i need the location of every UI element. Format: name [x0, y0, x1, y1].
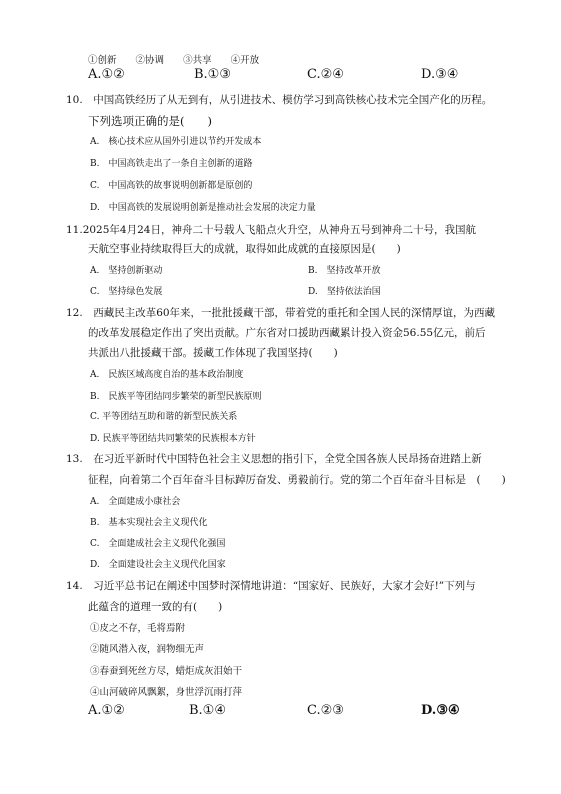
- q11-option-b: B. 坚持改革开放: [308, 266, 381, 276]
- q13-option-a: A. 全面建成小康社会: [90, 497, 181, 507]
- item: ①创新: [88, 55, 117, 66]
- q10-option-d: D. 中国高铁的发展说明创新是推动社会发展的决定力量: [90, 203, 316, 213]
- q11-option-c: C. 坚持绿色发展: [90, 287, 163, 297]
- q14-choice-a: A.①②: [88, 703, 125, 718]
- q12-option-a: A. 民族区域高度自治的基本政治制度: [90, 370, 244, 380]
- q14-choice-d: D.③④: [421, 703, 460, 718]
- q14-item-1: ①皮之不存，毛将焉附: [90, 623, 186, 634]
- q13-option-c: C. 全面建成社会主义现代化强国: [90, 539, 226, 549]
- q14-item-3: ③春蚕到死丝方尽，蜡炬成灰泪始干: [90, 666, 243, 677]
- prev-question-items: [88, 52, 275, 66]
- q10-option-c: C. 中国高铁的故事说明创新都是原创的: [90, 181, 253, 191]
- q14-choice-b: B.①④: [189, 703, 226, 718]
- q12-option-d: D. 民族平等团结共同繁荣的民族根本方针: [90, 434, 256, 444]
- q14-choice-c: C.②③: [307, 703, 344, 718]
- choice-a: A.①②: [88, 67, 125, 82]
- q12-option-c: C. 平等团结互助和谐的新型民族关系: [90, 412, 238, 422]
- q13-stem-line1: 13. 在习近平新时代中国特色社会主义思想的指引下，全党全国各族人民昂扬奋进踏上新: [66, 453, 482, 465]
- q11-stem-line2: 天航空事业持续取得巨大的成就，取得如此成就的直接原因是( ): [88, 243, 401, 255]
- q11-option-d: D. 坚持依法治国: [308, 287, 381, 297]
- q11-option-a: A. 坚持创新驱动: [90, 266, 163, 276]
- q13-option-d: D. 全面建设社会主义现代化国家: [90, 560, 226, 570]
- q14-stem-line1: 14. 习近平总书记在阐述中国梦时深情地讲道：“国家好、民族好，大家才会好!”下列与: [66, 580, 476, 592]
- q13-option-b: B. 基本实现社会主义现代化: [90, 518, 208, 528]
- item: ④开放: [230, 55, 260, 66]
- item: ②协调: [135, 55, 165, 66]
- q10-option-b: B. 中国高铁走出了一条自主创新的道路: [90, 159, 253, 169]
- q13-stem-line2: 征程，向着第二个百年奋斗目标踔厉奋发、勇毅前行。党的第二个百年奋斗目标是 ( ): [88, 474, 506, 486]
- q14-stem-line2: 此蕴含的道理一致的有( ): [88, 601, 223, 613]
- choice-b: B.①③: [194, 67, 231, 82]
- q10-option-a: A. 核心技术应从国外引进以节约开发成本: [90, 137, 262, 147]
- q14-item-4: ④山河破碎风飘絮，身世浮沉雨打萍: [90, 687, 243, 698]
- choice-c: C.②④: [307, 67, 344, 82]
- item: ③共享: [183, 55, 212, 66]
- q10-stem-line2: 下列选项正确的是( ): [88, 114, 212, 128]
- q12-stem-line2: 的改革发展稳定作出了突出贡献。广东省对口援助西藏累计投入资金56.55亿元，前后: [88, 327, 486, 339]
- q14-item-2: ②随风潜入夜，润物细无声: [90, 644, 205, 655]
- q12-stem-line3: 共派出八批援藏干部。援藏工作体现了我国坚持( ): [88, 347, 338, 359]
- q11-stem-line1: 11.2025年4月24日，神舟二十号载人飞船点火升空，从神舟五号到神舟二十号，我国航: [66, 224, 476, 236]
- q10-stem-line1: 10. 中国高铁经历了从无到有，从引进技术、模仿学习到高铁核心技术完全国产化的历程。: [66, 94, 493, 106]
- choice-d: D.③④: [421, 67, 459, 82]
- q12-stem-line1: 12. 西藏民主改革60年来，一批批援藏干部，带着党的重托和全国人民的深情厚谊，为西藏: [66, 307, 496, 319]
- q12-option-b: B. 民族平等团结同步繁荣的新型民族原则: [90, 392, 262, 402]
